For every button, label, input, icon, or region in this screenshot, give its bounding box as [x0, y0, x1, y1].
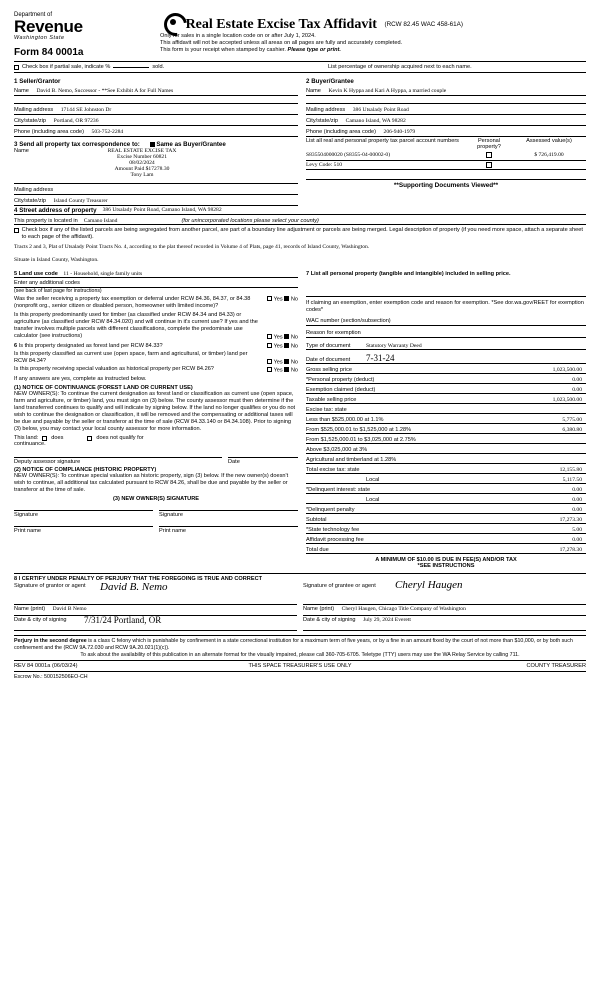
calc-amount-11: 5,117.50 — [562, 477, 582, 483]
unincorporated-note: (for unincorporated locations please select your county) — [181, 218, 319, 224]
seller-csz-value: Portland, OR 97236 — [53, 118, 99, 124]
buyer-mailing-value: 386 Utsalady Point Road — [352, 107, 409, 113]
minimum-due-note: A MINIMUM OF $10.00 IS DUE IN FEE(S) AND/OR TAX — [375, 557, 517, 563]
section6-calc-row — [14, 343, 586, 569]
calc-label-17: Affidavit processing fee — [306, 537, 364, 543]
exemption-question: If claiming an exemption, enter exemption code and reason for exemption. *See dor.wa.gov/REET for exemption codes* — [306, 300, 584, 313]
correspondence-name-field[interactable] — [14, 148, 298, 184]
calc-amount-13: 0.00 — [572, 497, 582, 503]
correspondence-csz-label: City/state/zip — [14, 198, 47, 204]
calc-label-6: From $525,000.01 to $1,525,000 at 1.28% — [306, 427, 412, 433]
calc-label-8: Above $3,025,000 at 3% — [306, 447, 368, 453]
new-owner-print-a-label[interactable]: Print name — [14, 526, 153, 534]
calc-amount-17: 0.00 — [572, 537, 582, 543]
seller-name-label: Name — [14, 88, 29, 94]
parcel-section — [302, 138, 586, 206]
calc-row — [306, 394, 586, 404]
buyer-name-value: Kevin K Hyppa and Kari A Hyppa, a married couple — [328, 88, 447, 94]
q6-3-no-checkbox[interactable] — [284, 367, 289, 372]
parcel-personal-checkbox-0[interactable] — [486, 152, 492, 158]
calc-amount-6: 6,380.80 — [562, 427, 582, 433]
buyer-name-field[interactable] — [306, 85, 586, 96]
parcel-personal-checkbox-1[interactable] — [486, 162, 492, 168]
calc-row — [306, 414, 586, 424]
perjury-title: Perjury in the second degree — [14, 638, 87, 644]
q5-2-yes-checkbox[interactable] — [267, 334, 272, 339]
calc-row — [306, 374, 586, 384]
question-5-2-text: Is this property predominantly used for timber (as classified under RCW 84.34 and 84.33) or agriculture (as classified under RCW 84.34.020) and will continue in it's current use? If yes and the transfer involves multiple parcels with different classifications, complete the predominate use calculator (see instructions) — [14, 312, 258, 339]
calc-row — [306, 444, 586, 454]
question-6-2-answer[interactable]: Yes No — [256, 359, 298, 366]
perjury-note — [14, 635, 586, 651]
parties-row — [14, 75, 586, 137]
q6-2-no-checkbox[interactable] — [284, 359, 289, 364]
notice1-body: NEW OWNER(S): To continue the current designation as forest land or classification as current use (open space, farm and agriculture, or timber) land, you must sign on (3) below. The county assessor must then determine if the land transferred continues to qualify and will indicate by signing below. If the land no longer qualifies or you do not wish to continue the designation or classification, it will be removed and the compensating or additional taxes will be due and payable by the seller or transferor at the time of sale (RCW 84.33.140 or 84.34.108). Prior to signing (3) below, you may contact your local county assessor for more information. — [14, 391, 296, 432]
calc-label-9: Agricultural and timberland at 1.28% — [306, 457, 397, 463]
notice1-title: (1) NOTICE OF CONTINUANCE (FOREST LAND OR CURRENT USE) — [14, 385, 193, 391]
alt-format-note: To ask about the availability of this publication in an alternate format for the visually impaired, please call 360-705-6705. Teletype (TTY) users may use the WA Relay Service by calling 711. — [80, 652, 520, 659]
correspondence-csz-field[interactable] — [14, 195, 298, 206]
header-note-3 — [160, 47, 586, 54]
header-note-1: Only for sales in a single location code on or after July 1, 2024. — [160, 33, 316, 39]
header-note-3-emph: Please type or print. — [287, 47, 341, 54]
doc-date-label: Date of document — [306, 357, 351, 363]
stamp-line-1: REAL ESTATE EXCISE TAX — [107, 148, 177, 154]
section4-number: 4 — [14, 207, 18, 214]
personal-property-col-header: Personal property? — [477, 138, 501, 150]
ownership-label: List percentage of ownership acquired next to each name. — [328, 64, 472, 70]
calc-label-0: Gross selling price — [306, 367, 353, 373]
wac-number-field[interactable]: WAC number (section/subsection) — [306, 314, 586, 326]
stamp-line-4: Amount Paid $17278.30 — [114, 166, 170, 172]
calc-label-14: *Delinquent penalty — [306, 507, 355, 513]
grantee-date-label: Date & city of signing — [303, 617, 356, 623]
seller-phone-field[interactable] — [14, 126, 298, 137]
does-not-label: does not qualify for — [96, 435, 144, 441]
section4 — [14, 207, 586, 263]
correspondence-csz-value: Island County Treasurer — [53, 198, 108, 204]
section8-title: I CERTIFY UNDER PENALTY OF PERJURY THAT THE FOREGOING IS TRUE AND CORRECT — [18, 576, 263, 582]
form-title: Real Estate Excise Tax Affidavit — [185, 17, 377, 32]
seller-mailing-label: Mailing address — [14, 107, 54, 113]
calc-amount-18: 17,278.30 — [559, 547, 582, 553]
question-6-1-text: Is this property designated as forest land per RCW 84.33? — [18, 343, 163, 349]
calc-row — [306, 384, 586, 394]
state-label: Washington State — [14, 35, 65, 41]
seller-phone-label: Phone (including area code) — [14, 129, 84, 135]
calculations — [302, 343, 586, 569]
deputy-date-label[interactable]: Date — [228, 457, 298, 465]
section7 — [302, 271, 586, 340]
q5-1-yes-checkbox[interactable] — [267, 296, 272, 301]
calc-label-2: Exemption claimed (deduct) — [306, 387, 376, 393]
form-header — [14, 12, 586, 58]
calc-row — [306, 464, 586, 474]
same-as-buyer-label: Same as Buyer/Grantee — [156, 141, 226, 148]
seller-phone-value: 503-752-2284 — [91, 129, 124, 135]
sold-label: sold. — [152, 64, 165, 70]
correspondence-mailing-field[interactable] — [14, 184, 298, 195]
calc-row — [306, 514, 586, 524]
calc-label-5: Less than $525,000.00 at 1.1% — [306, 417, 384, 423]
correspondence-mailing-label: Mailing address — [14, 187, 54, 193]
if-any-yes-note: If any answers are yes, complete as instructed below. — [14, 376, 147, 382]
this-land-label: This land: — [14, 435, 39, 441]
correspondence-section — [14, 138, 302, 206]
calc-row — [306, 434, 586, 444]
rcw-reference: (RCW 82.45 WAC 458-61A) — [384, 21, 463, 28]
calc-row — [306, 494, 586, 504]
section7-number: 7 — [306, 271, 310, 277]
q5-2-no-checkbox[interactable] — [284, 334, 289, 339]
buyer-name-label: Name — [306, 88, 321, 94]
calc-label-12: *Delinquent interest: state — [306, 487, 371, 493]
buyer-heading — [306, 78, 586, 85]
section5 — [14, 271, 302, 340]
parcel-heading: List all real and personal property tax parcel account numbers — [306, 138, 459, 144]
buyer-csz-label: City/state/zip — [306, 118, 339, 124]
seller-section — [14, 75, 302, 137]
calc-amount-10: 12,155.80 — [559, 467, 582, 473]
additional-codes-label[interactable]: Enter any additional codes — [14, 278, 298, 288]
q6-1-yes-checkbox[interactable] — [267, 343, 272, 348]
section4-title: Street address of property — [19, 207, 97, 214]
deputy-assessor-sig-label[interactable]: Deputy assessor signature — [14, 457, 222, 465]
seller-csz-field[interactable] — [14, 115, 298, 126]
grantor-date-label: Date & city of signing — [14, 617, 67, 623]
same-as-buyer-checkbox[interactable] — [150, 142, 155, 147]
calc-label-7: From $1,525,000.01 to $3,025,000 at 2.75% — [306, 437, 416, 443]
correspondence-name-label: Name — [14, 148, 29, 154]
section5-number: 5 — [14, 271, 18, 277]
q5-1-no-checkbox[interactable] — [284, 296, 289, 301]
question-5-2-answer[interactable]: Yes No — [258, 334, 298, 341]
buyer-phone-value: 206-940-1979 — [383, 129, 416, 135]
calc-amount-3: 1,023,500.00 — [552, 397, 582, 403]
does-not-qualify-checkbox[interactable] — [87, 436, 92, 441]
question-6-3-text: Is this property receiving special valuation as historical property per RCW 84.26? — [14, 366, 214, 372]
assessed-value-col-header: Assessed value(s) — [526, 138, 572, 144]
question-6-3-answer[interactable]: Yes No — [256, 367, 298, 374]
partial-sale-row — [14, 61, 586, 73]
seller-csz-label: City/state/zip — [14, 118, 47, 124]
grantor-signature[interactable]: David B. Nemo — [100, 581, 168, 593]
seller-mailing-field[interactable] — [14, 104, 298, 115]
grantor-print-label: Name (print) — [14, 606, 46, 612]
buyer-csz-value: Camano Island, WA 98282 — [345, 118, 406, 124]
does-qualify-checkbox[interactable] — [42, 436, 47, 441]
buyer-section-title: Buyer/Grantee — [311, 78, 354, 85]
parcel-row[interactable] — [306, 162, 586, 171]
calc-label-18: Total due — [306, 547, 329, 553]
section3-heading — [14, 141, 298, 148]
seller-section-title: Seller/Grantor — [19, 78, 61, 85]
calc-row — [306, 404, 586, 414]
grantor-sig-label: Signature of grantor or agent — [14, 583, 86, 589]
located-in-value: Camano Island — [83, 218, 118, 224]
calc-row — [306, 534, 586, 544]
parcel-row[interactable] — [306, 152, 586, 161]
buyer-section — [302, 75, 586, 137]
section5-7-row — [14, 271, 586, 340]
doc-date-value: 7-31-24 — [366, 353, 395, 363]
title-block — [154, 12, 586, 55]
land-use-code-value: 11 - Household, single family units — [63, 271, 143, 277]
treasurer-use-label: THIS SPACE TREASURER'S USE ONLY — [248, 663, 352, 670]
county-treasurer-label: COUNTY TREASURER — [526, 663, 586, 670]
section7-title: List all personal property (tangible and intangible) included in selling price. — [310, 271, 511, 277]
calc-amount-16: 5.00 — [572, 527, 582, 533]
escrow-number: Escrow No.: 500152506EO-CH — [14, 671, 586, 680]
section3-row — [14, 138, 586, 206]
seller-name-field[interactable] — [14, 85, 298, 96]
calc-row — [306, 424, 586, 434]
doc-type-value: Statutory Warranty Deed — [366, 343, 422, 349]
calc-label-13: Local — [366, 497, 380, 503]
calc-label-1: *Personal property (deduct) — [306, 377, 375, 383]
agency-block — [14, 12, 154, 58]
calc-label-16: *State technology fee — [306, 527, 360, 533]
grantee-print-label: Name (print) — [303, 606, 335, 612]
header-note-2: This affidavit will not be accepted unless all areas on all pages are fully and accurately completed. — [160, 40, 403, 47]
revenue-swirl-icon — [162, 12, 184, 32]
grantee-sig-label: Signature of grantee or agent — [303, 583, 376, 589]
section8 — [14, 573, 586, 631]
buyer-mailing-label: Mailing address — [306, 107, 346, 113]
located-in-label: This property is located in — [14, 218, 78, 224]
grantee-print-value: Cheryl Haugen, Chicago Title Company of Washington — [341, 606, 466, 612]
continuance-label: continuance. — [14, 441, 46, 447]
does-label: does — [51, 435, 64, 441]
see-back-note: (see back of last page for instructions) — [14, 288, 102, 294]
grantee-date-value: July 29, 2024 Everett — [363, 617, 411, 623]
seller-section-number: 1 — [14, 78, 18, 85]
doc-type-label: Type of document — [306, 343, 351, 349]
buyer-csz-field[interactable] — [306, 115, 586, 126]
partial-sale-checkbox[interactable] — [14, 65, 19, 70]
section8-number: 8 — [14, 576, 18, 582]
department-label: Department of — [14, 12, 53, 18]
calc-row — [306, 364, 586, 374]
buyer-section-number: 2 — [306, 78, 310, 85]
new-owner-print-b-label[interactable]: Print name — [159, 526, 298, 534]
seller-mailing-value: 17144 SE Johnston Dr — [60, 107, 112, 113]
grantee-signature[interactable]: Cheryl Haugen — [395, 579, 463, 591]
question-5-1-answer[interactable]: Yes No — [258, 296, 298, 310]
buyer-phone-field[interactable] — [306, 126, 586, 137]
parcel-number-0: S835504000020 (S8355-04-00002-0) — [306, 152, 391, 158]
seller-name-value: David B. Nemo, Successor - **See Exhibit A for Full Names — [36, 88, 174, 94]
q6-2-yes-checkbox[interactable] — [267, 359, 272, 364]
section4-heading — [14, 207, 97, 214]
section6 — [14, 343, 302, 569]
calc-amount-1: 0.00 — [572, 377, 582, 383]
calc-amount-5: 5,775.00 — [562, 417, 582, 423]
legal-description: Tracts 2 and 3, Plat of Utsalady Point Tracts No. 4, according to the plat thereof recorded in Volume 4 of Plats, page 41, records of Island County, Washington. — [14, 244, 370, 250]
calc-amount-12: 0.00 — [572, 487, 582, 493]
section3-title: Send all property tax correspondence to: — [19, 141, 140, 148]
seller-heading — [14, 78, 298, 85]
see-instructions-note: *SEE INSTRUCTIONS — [417, 563, 475, 569]
parcel-number-1: Levy Code: 510 — [306, 161, 343, 168]
partial-sale-label: Check box if partial sale, indicate % — [22, 64, 111, 70]
stamp-line-3: 08/02/2024 — [129, 160, 155, 166]
calc-amount-14: 0.00 — [572, 507, 582, 513]
grantor-print-value: David B Nemo — [52, 606, 87, 612]
notice2-title: (2) NOTICE OF COMPLIANCE (HISTORIC PROPERTY) — [14, 467, 157, 473]
parcel-value-1 — [512, 162, 586, 170]
parcel-value-0: $ 726,419.00 — [534, 152, 564, 158]
new-owner-sig-b-label[interactable]: Signature — [159, 510, 298, 518]
calc-row — [306, 524, 586, 534]
agency-name: Revenue — [14, 17, 83, 36]
grantor-date-value: 7/31/24 Portland, OR — [84, 615, 162, 625]
calc-label-15: Subtotal — [306, 517, 327, 523]
q6-3-yes-checkbox[interactable] — [267, 367, 272, 372]
question-5-1-text: Was the seller receiving a property tax exemption or deferral under RCW 84.36, 84.37, or 84.38 (nonprofit org., senior citizen or disabled person, homeowner with limited income)? — [14, 296, 251, 309]
revision-number: REV 84 0001a (06/03/24) — [14, 663, 78, 670]
segregation-checkbox[interactable] — [14, 228, 19, 233]
new-owner-sig-a-label[interactable]: Signature — [14, 510, 153, 518]
calc-amount-2: 0.00 — [572, 387, 582, 393]
question-6-2-text: Is this property classified as current use (open space, farm and agricultural, or timber) land per RCW 84.34? — [14, 351, 248, 364]
calc-row — [306, 484, 586, 494]
notice2-body: NEW OWNER(S): To continue special valuation as historic property, sign (3) below. If the new owner(s) doesn't wish to continue, all additional tax calculated pursuant to RCW 84.26, shall be due and payable by the seller or transferor at the time of sale. — [14, 473, 289, 493]
buyer-mailing-field[interactable] — [306, 104, 586, 115]
question-6-1-answer[interactable]: Yes No — [256, 343, 298, 350]
calc-row — [306, 474, 586, 484]
supporting-documents-stamp: **Supporting Documents Viewed** — [393, 182, 499, 189]
calc-row — [306, 454, 586, 464]
perjury-body: is a class C felony which is punishable by confinement in a state correctional institution for a maximum term of five years, or by a fine in an amount fixed by the court of not more than $10,000, or by both such confinement and the (RCW 9A.72.030 and RCW 9A.20.021(1)(c)). — [14, 638, 573, 651]
stamp-line-2: Excise Number 60821 — [116, 154, 168, 160]
form-number: Form 84 0001a — [14, 47, 84, 58]
personal-property-input[interactable] — [306, 277, 586, 297]
header-note-3-text: This form is your receipt when stamped by cashier. — [160, 47, 286, 54]
legal-situate: Situate in Island County, Washington. — [14, 257, 99, 263]
calc-label-3: Taxable selling price — [306, 397, 357, 403]
calc-label-4: Excise tax: state — [306, 407, 347, 413]
buyer-phone-label: Phone (including area code) — [306, 129, 376, 135]
reason-exemption-field[interactable]: Reason for exemption — [306, 326, 586, 338]
calc-label-10: Total excise tax: state — [306, 467, 360, 473]
calc-row — [306, 544, 586, 554]
section6-number: 6 — [14, 343, 18, 349]
calc-amount-15: 17,273.30 — [559, 517, 582, 523]
section5-title: Land use code — [18, 271, 58, 277]
stamp-line-5: Tony Lam — [130, 172, 154, 178]
notice3-title: (3) NEW OWNER(S) SIGNATURE — [113, 496, 199, 502]
segregation-note: Check box if any of the listed parcels are being segregated from another parcel, are part of a boundary line adjustment or parcels are being merged. Legal description of property (if you need more space, attach a separate sheet to each page of the affidavit). — [21, 227, 583, 240]
section3-number: 3 — [14, 141, 18, 148]
calc-row — [306, 504, 586, 514]
property-address-value: 386 Utsalady Point Road, Camano Island, WA 98282 — [102, 207, 222, 213]
calc-label-11: Local — [366, 477, 380, 483]
calc-amount-0: 1,023,500.00 — [552, 367, 582, 373]
q6-1-no-checkbox[interactable] — [284, 343, 289, 348]
form-footer — [14, 635, 586, 680]
